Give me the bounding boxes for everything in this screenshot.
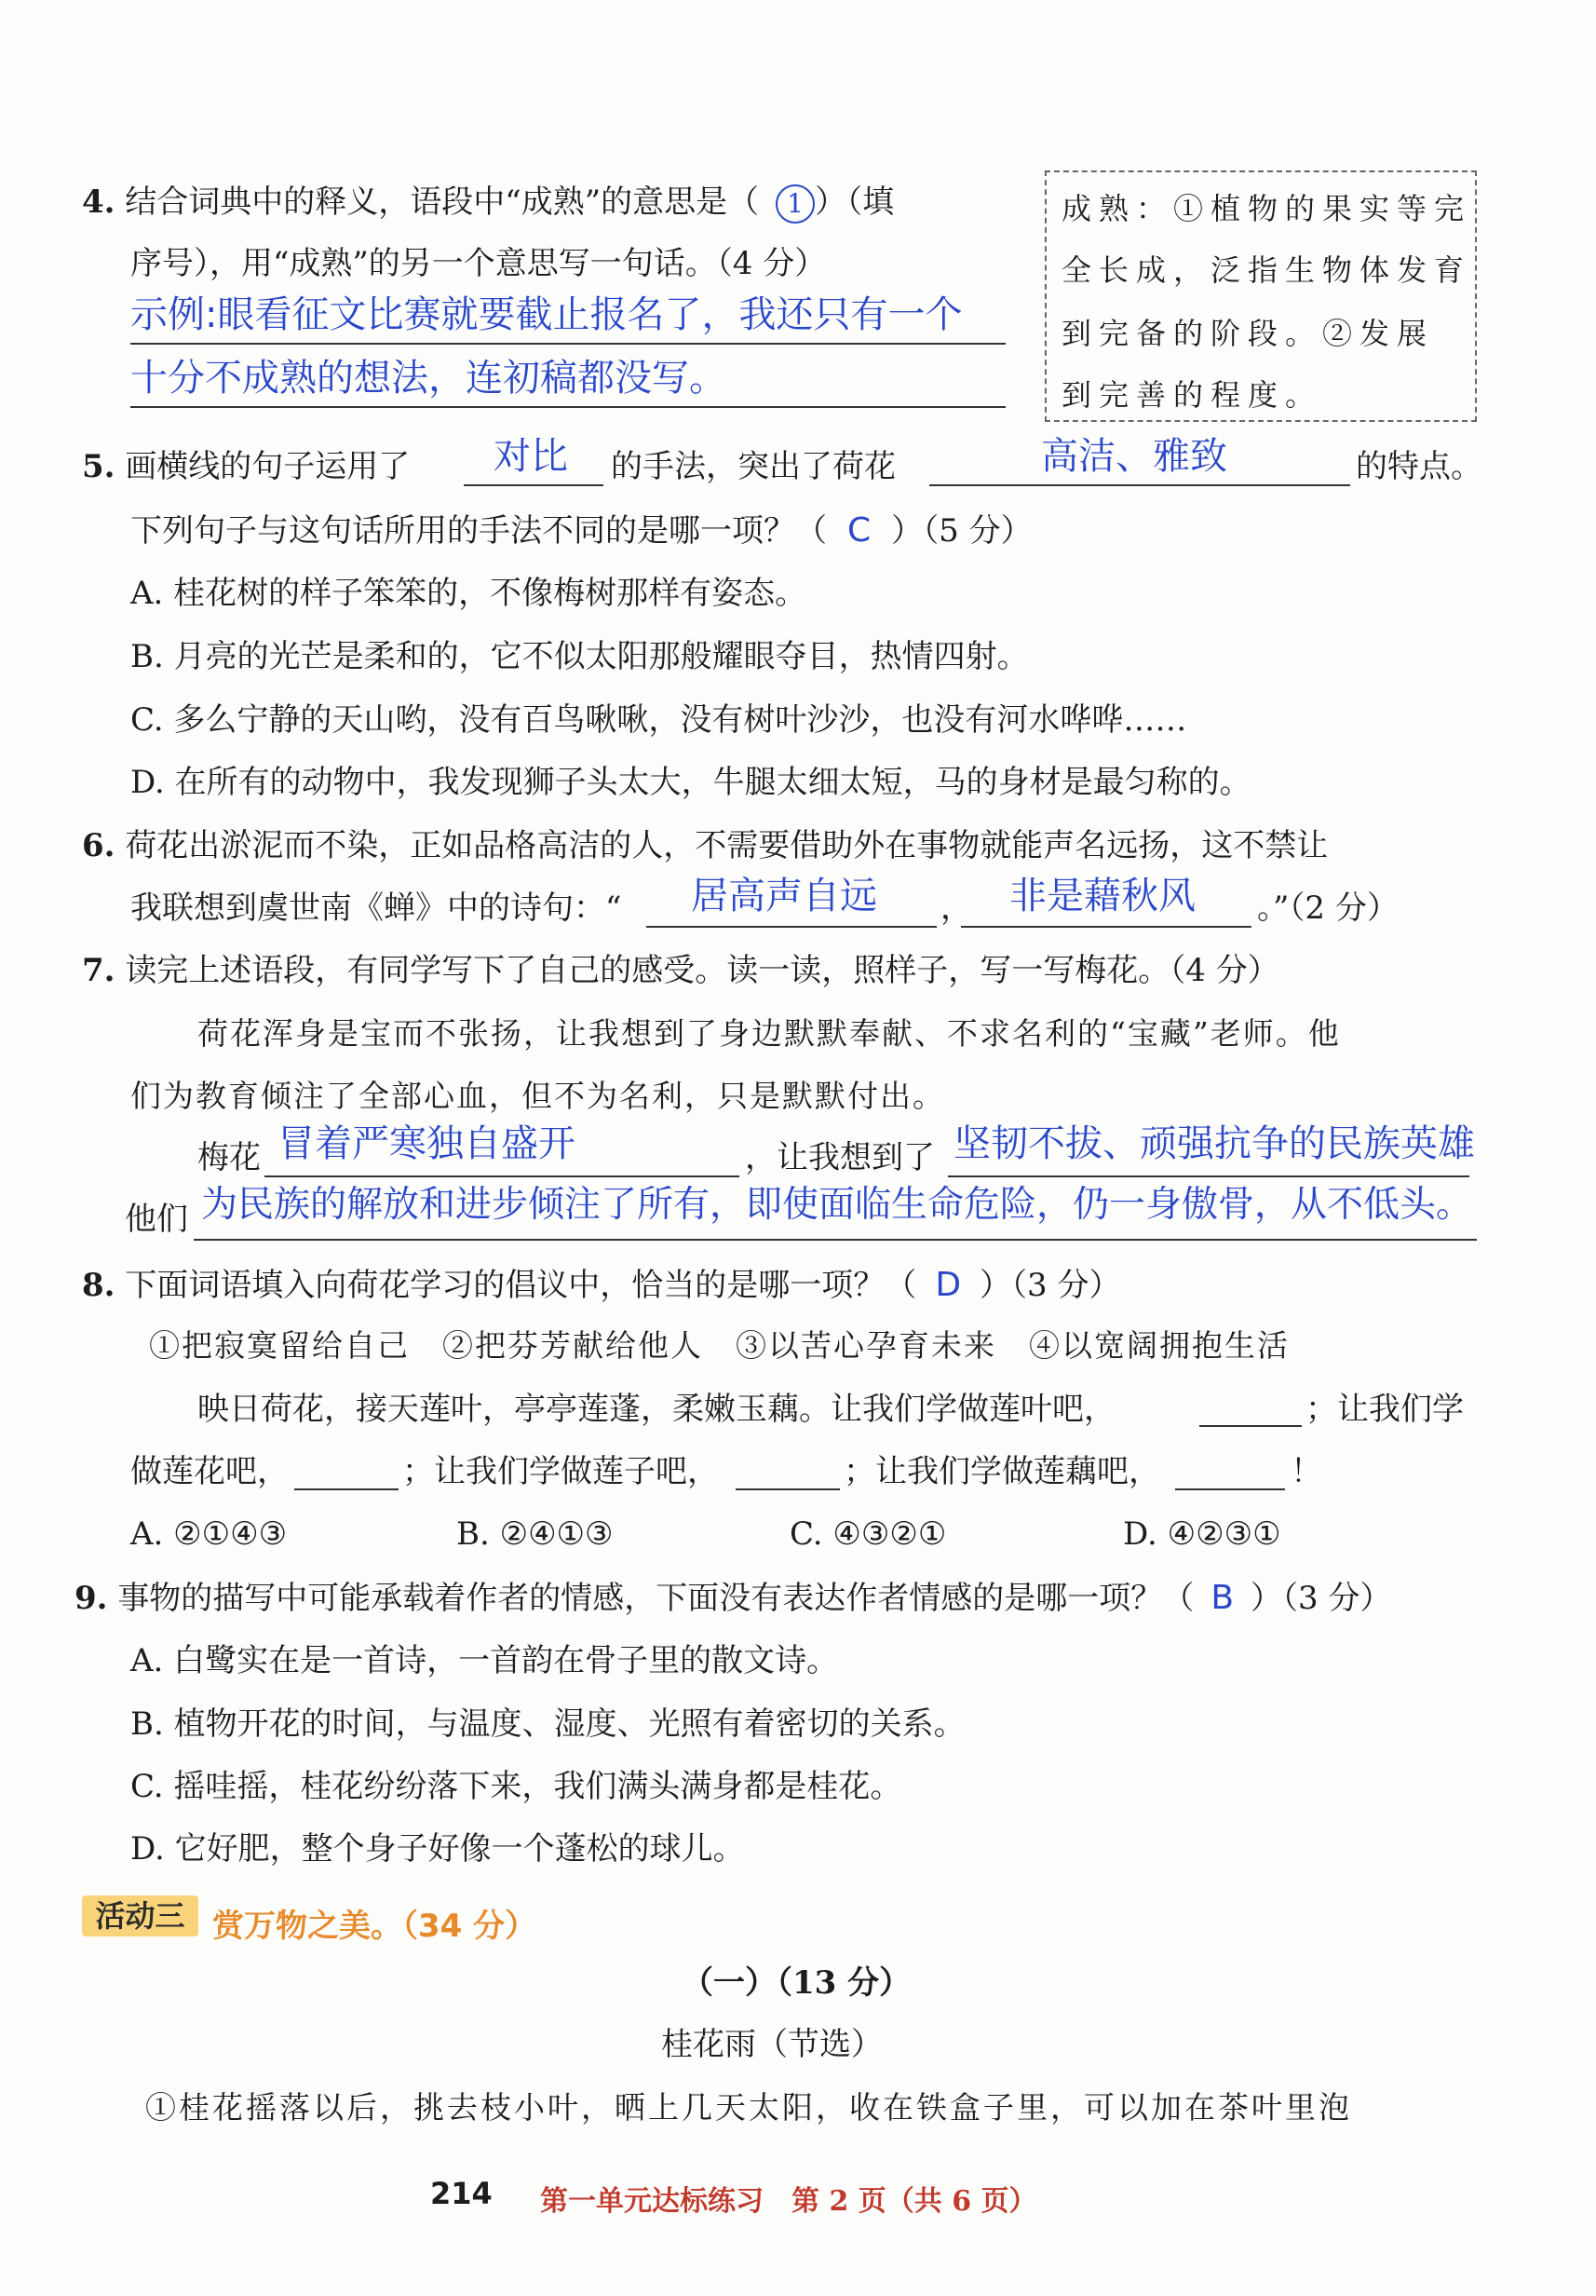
q5-number: 5. [82,448,115,485]
q4-line2: 序号），用“成熟”的另一个意思写一句话。（4 分） [130,245,827,282]
q5-text-c: 的特点。 [1356,448,1482,485]
q9-option-a: A. 白鹭实在是一首诗，一首韵在骨子里的散文诗。 [130,1642,839,1679]
q5-option-a: A. 桂花树的样子笨笨的，不像梅树那样有姿态。 [130,575,807,612]
q8-para2-a: 做莲花吧， [130,1453,289,1490]
q7-answer2: 坚韧不拔、顽强抗争的民族英雄 [954,1122,1475,1165]
q8-choices: ①把寂寞留给自己 ②把芬芳献给他人 ③以苦心孕育未来 ④以宽阔拥抱生活 [149,1327,1290,1364]
q6-line2-b: 。”（2 分） [1257,890,1399,927]
q7-prefix: 梅花 [197,1139,261,1176]
q4-line1 [82,184,894,224]
q7-answer3: 为民族的解放和进步倾注了所有，即使面临生命危险，仍一身傲骨，从不低头。 [201,1184,1473,1226]
q6-answer2: 非是藉秋风 [1009,875,1196,917]
q8-blank1 [1199,1425,1302,1427]
footer-text: 第一单元达标练习 第 2 页（共 6 页） [540,2185,1037,2218]
q7-mid: ，让我想到了 [745,1139,935,1176]
q9-answer: B [1211,1579,1235,1617]
q6-line1 [82,827,1329,864]
dict-line: 成熟：①植物的果实等完 [1062,191,1472,226]
q5-line2 [130,511,1033,550]
q8-option-d: D. ④②③① [1123,1515,1281,1553]
q4-answer: 1 [776,184,815,224]
q5-answer3: C [847,511,872,550]
q8-option-c: C. ④③②① [790,1515,947,1553]
q8-blank4 [1175,1488,1285,1490]
dictionary-box [1045,170,1477,422]
q4-text-a: 结合词典中的释义，语段中“成熟”的意思是（ [125,183,760,221]
q8-para1-a: 映日荷花，接天莲叶，亭亭莲蓬，柔嫩玉藕。让我们学做莲叶吧， [197,1391,1116,1428]
q9-number: 9. [74,1580,108,1617]
q7-blank1 [264,1175,739,1177]
q8-answer: D [935,1266,962,1304]
q4-text-b: ）（填 [815,183,895,221]
q7-answer1: 冒着严寒独自盛开 [277,1122,575,1165]
q4-underline2 [130,406,1006,408]
page-number: 214 [430,2176,493,2211]
q9-option-c: C. 摇哇摇，桂花纷纷落下来，我们满头满身都是桂花。 [130,1768,902,1805]
q8-blank2 [294,1488,399,1490]
q5-option-d: D. 在所有的动物中，我发现狮子头太大，牛腿太细太短，马的身材是最匀称的。 [130,764,1251,801]
passage-title: 桂花雨（节选） [661,2026,883,2063]
q8-text-a: 下面词语填入向荷花学习的倡议中，恰当的是哪一项？（ [125,1267,917,1304]
q7-number: 7. [82,952,115,989]
q8-para2-c: ；让我们学做莲藕吧， [844,1453,1160,1490]
q6-answer1: 居高声自远 [691,875,877,917]
q6-line2-a: 我联想到虞世南《蝉》中的诗句：“ [130,890,622,927]
q9-option-b: B. 植物开花的时间，与温度、湿度、光照有着密切的关系。 [130,1705,966,1743]
q7-blank3 [194,1239,1477,1241]
passage-paragraph: ①桂花摇落以后，挑去枝小叶，晒上几天太阳，收在铁盒子里，可以加在茶叶里泡 [145,2089,1352,2126]
q4-number: 4. [82,183,115,221]
dict-line: 到完备的阶段。②发展 [1062,316,1435,351]
q8-option-a: A. ②①④③ [130,1515,288,1553]
q5-line1 [82,448,411,485]
q7-blank2 [948,1175,1469,1177]
q6-comma: ， [940,890,972,927]
q8-option-b: B. ②④①③ [456,1515,614,1553]
q5-blank1 [464,484,603,486]
q7-text: 读完上述语段，有同学写下了自己的感受。读一读，照样子，写一写梅花。（4 分） [125,952,1279,989]
q5-blank2 [929,484,1350,486]
activity-badge: 活动三 [82,1895,198,1936]
q8-blank3 [736,1488,840,1490]
q8-line1 [82,1266,1121,1304]
q8-para2-b: ；让我们学做莲子吧， [402,1453,719,1490]
q8-para1-b: ；让我们学 [1305,1391,1464,1428]
q9-line1 [74,1579,1392,1617]
q5-answer2: 高洁、雅致 [1041,435,1227,478]
q9-text-a: 事物的描写中可能承载着作者的情感，下面没有表达作者情感的是哪一项？（ [117,1580,1195,1617]
q5-option-b: B. 月亮的光芒是柔和的，它不似太阳那般耀眼夺目，热情四射。 [130,638,1029,675]
q9-text-b: ）（3 分） [1251,1580,1392,1617]
dict-line: 全长成，泛指生物体发育 [1062,252,1472,288]
q4-underline1 [130,343,1006,345]
q7-line1 [82,952,1279,989]
q5-line2-text: 下列句子与这句话所用的手法不同的是哪一项？（ [130,512,827,550]
q5-option-c: C. 多么宁静的天山哟，没有百鸟啾啾，没有树叶沙沙，也没有河水哗哗…… [130,701,1187,739]
q5-text-b: 的手法，突出了荷花 [611,448,896,485]
q6-number: 6. [82,827,115,864]
q6-blank1 [646,926,937,928]
q6-text: 荷花出淤泥而不染，正如品格高洁的人，不需要借助外在事物就能声名远扬，这不禁让 [125,827,1329,864]
q7-example2: 们为教育倾注了全部心血，但不为名利，只是默默付出。 [130,1078,945,1114]
q5-text-a: 画横线的句子运用了 [125,448,411,485]
q7-prefix2: 他们 [125,1201,188,1238]
q7-example1: 荷花浑身是宝而不张扬，让我想到了身边默默奉献、不求名利的“宝藏”老师。他 [197,1015,1341,1052]
activity-title: 赏万物之美。（34 分） [212,1908,537,1945]
dict-line: 到完善的程度。 [1062,377,1323,413]
q4-answer-line1: 示例:眼看征文比赛就要截止报名了，我还只有一个 [130,293,963,336]
q8-number: 8. [82,1267,115,1304]
q4-answer-line2: 十分不成熟的想法，连初稿都没写。 [130,357,726,400]
section-heading: （一）（13 分） [682,1964,912,2002]
q5-line2-score: ）（5 分） [891,512,1033,550]
q8-text-b: ）（3 分） [980,1267,1121,1304]
q6-blank2 [961,926,1251,928]
q9-option-d: D. 它好肥，整个身子好像一个蓬松的球儿。 [130,1830,745,1868]
q5-answer1: 对比 [494,435,568,478]
q8-para2-d: ！ [1291,1453,1322,1490]
